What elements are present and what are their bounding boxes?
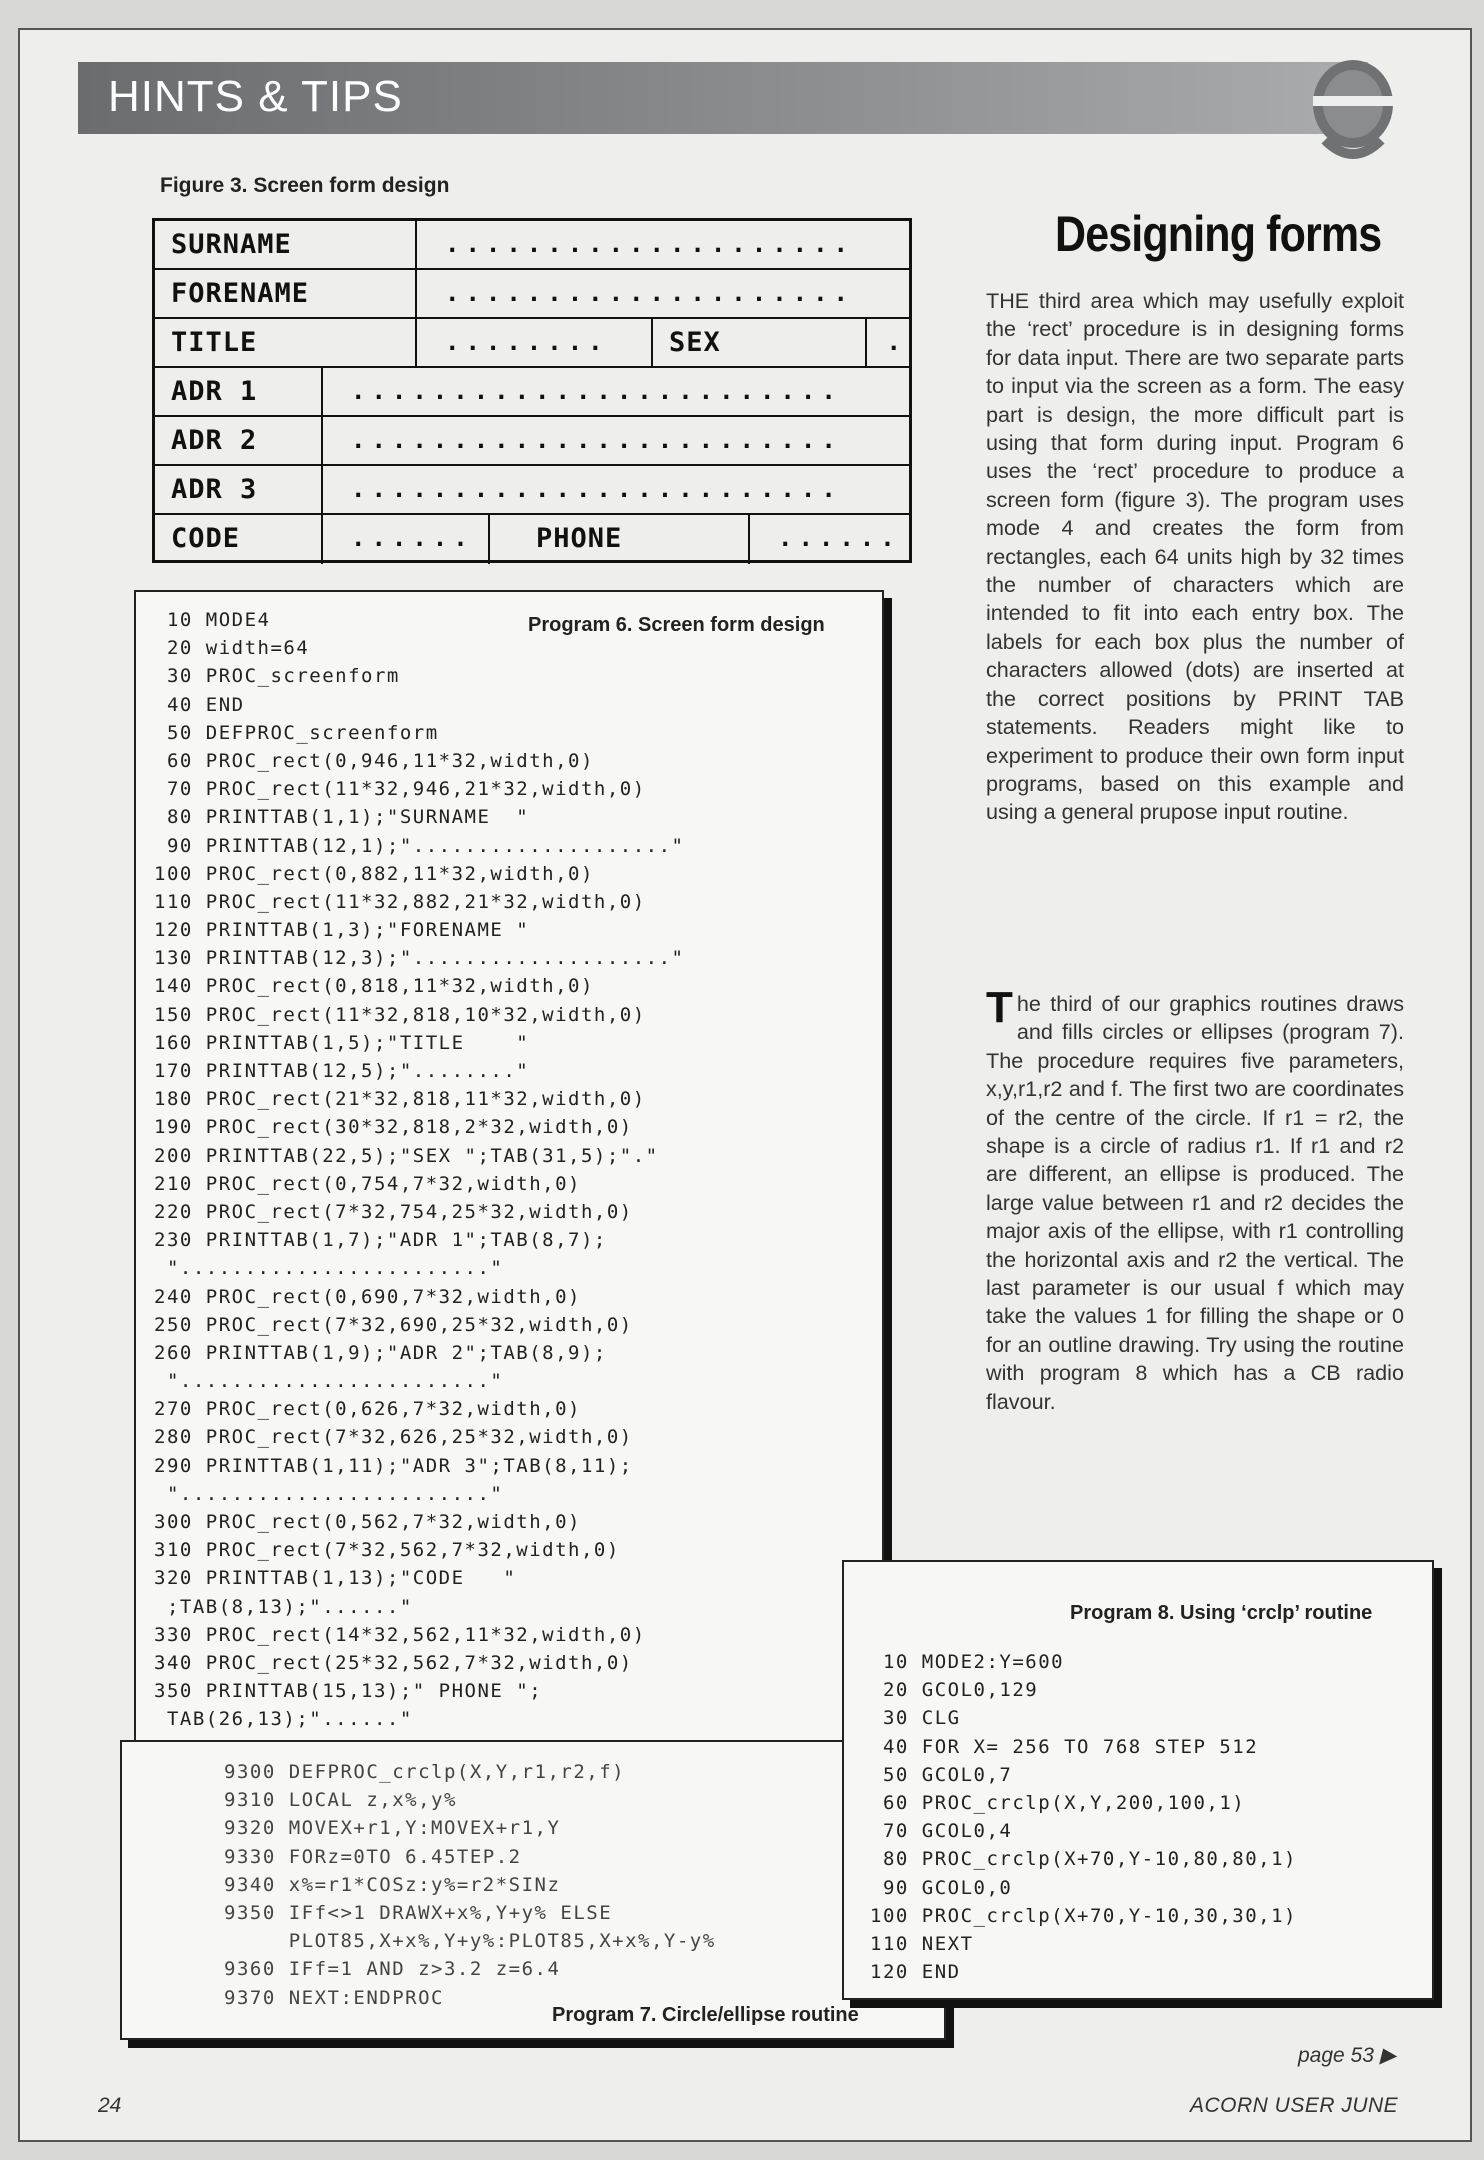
program7-line: 9320 MOVEX+r1,Y:MOVEX+r1,Y (224, 1817, 561, 1840)
form-label-adr1: ADR 1 (171, 376, 258, 407)
form-dots-title: ........ (415, 319, 651, 366)
program6-line: 50 DEFPROC_screenform (154, 721, 439, 744)
program6-line: 180 PROC_rect(21*32,818,11*32,width,0) (154, 1088, 646, 1111)
program8-line: 70 GCOL0,4 (870, 1820, 1013, 1843)
form-label-forename: FORENAME (171, 278, 310, 309)
form-row-adr2 (155, 417, 909, 466)
program6-line: 160 PRINTTAB(1,5);"TITLE " (154, 1031, 530, 1054)
form-dots-surname: .................... (415, 221, 909, 268)
program8-line: 50 GCOL0,7 (870, 1763, 1013, 1786)
program6-line: 220 PROC_rect(7*32,754,25*32,width,0) (154, 1200, 633, 1223)
program6-line: "........................" (154, 1257, 504, 1280)
program6-line: 250 PROC_rect(7*32,690,25*32,width,0) (154, 1313, 633, 1336)
program7-line: 9360 IFf=1 AND z>3.2 z=6.4 (224, 1958, 561, 1981)
program6-line: 260 PRINTTAB(1,9);"ADR 2";TAB(8,9); (154, 1341, 607, 1364)
program7-line: 9350 IFf<>1 DRAWX+x%,Y+y% ELSE (224, 1901, 613, 1924)
program7-line: 9370 NEXT:ENDPROC (224, 1986, 444, 2009)
program6-line: 270 PROC_rect(0,626,7*32,width,0) (154, 1398, 581, 1421)
form-label-surname: SURNAME (171, 229, 292, 260)
form-dots-adr3: ........................ (321, 466, 909, 513)
program8-line: 90 GCOL0,0 (870, 1876, 1013, 1899)
program8-line: 40 FOR X= 256 TO 768 STEP 512 (870, 1735, 1259, 1758)
program8-box (842, 1560, 1434, 2000)
article-paragraph-2-text: he third of our graphics routines draws and fills circles or ellipses (program 7). The procedure requires five parameters, x,y,r1,r2 and f. The first two are coordinates of the centre of the circle. If r1 = r2, the shape is a circle of radius r1. If r1 and r2 are different, an ellipse is produced. The large value between r1 and r2 decides the major axis of the ellipse, with r1 controlling the horizontal axis and r2 the vertical. The last parameter is our usual f which may take the values 1 for filling the shape or 0 for an outline drawing. Try using the routine with program 8 which has a CB radio flavour. (986, 991, 1404, 1414)
program6-line: 330 PROC_rect(14*32,562,11*32,width,0) (154, 1623, 646, 1646)
program8-line: 30 CLG (870, 1707, 961, 1730)
form-dots-adr1: ........................ (321, 368, 909, 415)
program6-line: 290 PRINTTAB(1,11);"ADR 3";TAB(8,11); (154, 1454, 633, 1477)
program6-line: 110 PROC_rect(11*32,882,21*32,width,0) (154, 890, 646, 913)
continued-link[interactable]: page 53 ▶ (1298, 2044, 1396, 2067)
form-label-phone: PHONE (488, 515, 748, 564)
program6-line: 120 PRINTTAB(1,3);"FORENAME " (154, 919, 530, 942)
form-row-adr1 (155, 368, 909, 417)
form-label-sex: SEX (651, 319, 865, 366)
form-label-adr3: ADR 3 (171, 474, 258, 505)
form-row-title (155, 319, 909, 368)
form-label-adr2: ADR 2 (171, 425, 258, 456)
program6-line: 140 PROC_rect(0,818,11*32,width,0) (154, 975, 594, 998)
program7-line: 9310 LOCAL z,x%,y% (224, 1789, 457, 1812)
drop-cap: T (986, 983, 1013, 1032)
magazine-name: ACORN USER JUNE (1190, 2094, 1399, 2117)
figure-caption: Figure 3. Screen form design (160, 174, 450, 197)
program6-line: 300 PROC_rect(0,562,7*32,width,0) (154, 1511, 581, 1533)
form-row-surname (155, 221, 909, 270)
program6-line: ;TAB(8,13);"......" (154, 1595, 413, 1618)
program6-line: 40 END (154, 693, 245, 716)
program6-line: 200 PRINTTAB(22,5);"SEX ";TAB(31,5);"." (154, 1144, 659, 1167)
program6-line: 170 PRINTTAB(12,5);"........" (154, 1060, 530, 1082)
program6-line: 340 PROC_rect(25*32,562,7*32,width,0) (154, 1651, 633, 1674)
program7-line: 9300 DEFPROC_crclp(X,Y,r1,r2,f) (224, 1761, 626, 1783)
program6-line: 240 PROC_rect(0,690,7*32,width,0) (154, 1285, 581, 1308)
form-row-forename (155, 270, 909, 319)
program6-line: 190 PROC_rect(30*32,818,2*32,width,0) (154, 1116, 633, 1139)
program7-line: 9340 x%=r1*COSz:y%=r2*SINz (224, 1873, 561, 1896)
program8-line: 110 NEXT (870, 1932, 974, 1955)
program8-line: 10 MODE2:Y=600 (870, 1651, 1065, 1673)
program6-box (134, 590, 884, 1755)
form-label-title: TITLE (171, 327, 258, 358)
screen-form-figure (152, 218, 912, 563)
program7-line: 9330 FORz=0TO 6.45TEP.2 (224, 1845, 522, 1868)
form-dots-phone: ...... (748, 515, 909, 564)
magazine-logo-icon (1305, 48, 1401, 180)
program6-listing (154, 606, 685, 1762)
program6-line: 80 PRINTTAB(1,1);"SURNAME " (154, 806, 530, 829)
form-dots-forename: .................... (415, 270, 909, 317)
program6-line: 210 PROC_rect(0,754,7*32,width,0) (154, 1172, 581, 1195)
program6-line: 60 PROC_rect(0,946,11*32,width,0) (154, 749, 594, 772)
program6-line: TAB(26,13);"......" (154, 1708, 413, 1731)
program6-line: 320 PRINTTAB(1,13);"CODE " (154, 1567, 517, 1590)
section-title: HINTS & TIPS (108, 72, 403, 121)
program8-line: 60 PROC_crclp(X,Y,200,100,1) (870, 1791, 1246, 1814)
program6-line: 230 PRINTTAB(1,7);"ADR 1";TAB(8,7); (154, 1229, 607, 1252)
program6-line: "........................" (154, 1370, 504, 1393)
program6-line: 90 PRINTTAB(12,1);"...................." (154, 834, 685, 857)
form-dots-adr2: ........................ (321, 417, 909, 464)
program6-line: 350 PRINTTAB(15,13);" PHONE "; (154, 1680, 543, 1703)
program6-line: 130 PRINTTAB(12,3);"...................." (154, 947, 685, 970)
program6-line: 280 PROC_rect(7*32,626,25*32,width,0) (154, 1426, 633, 1449)
program6-line: 70 PROC_rect(11*32,946,21*32,width,0) (154, 778, 646, 801)
form-row-adr3 (155, 466, 909, 515)
program7-line: PLOT85,X+x%,Y+y%:PLOT85,X+x%,Y-y% (224, 1930, 716, 1953)
form-dots-code: ...... (321, 515, 488, 564)
program6-line: 10 MODE4 (154, 609, 271, 631)
program8-line: 120 END (870, 1961, 961, 1984)
program7-listing (224, 1758, 716, 2012)
program7-box (120, 1740, 946, 2040)
form-dots-sex: . (865, 319, 909, 366)
program6-line: 150 PROC_rect(11*32,818,10*32,width,0) (154, 1003, 646, 1026)
program6-line: 100 PROC_rect(0,882,11*32,width,0) (154, 862, 594, 885)
program7-caption: Program 7. Circle/ellipse routine (552, 2004, 859, 2026)
section-banner (78, 62, 1368, 134)
program6-line: "........................" (154, 1482, 504, 1505)
program6-line: 20 width=64 (154, 637, 310, 660)
program6-line: 30 PROC_screenform (154, 665, 400, 688)
program6-caption: Program 6. Screen form design (528, 614, 825, 636)
program8-caption: Program 8. Using ‘crclp’ routine (1070, 1602, 1373, 1624)
article-headline: Designing forms (1055, 206, 1382, 262)
article-paragraph-2 (986, 983, 1404, 1416)
program6-line: 310 PROC_rect(7*32,562,7*32,width,0) (154, 1539, 620, 1562)
page-number: 24 (98, 2094, 122, 2117)
program8-line: 20 GCOL0,129 (870, 1679, 1039, 1702)
form-label-code: CODE (171, 523, 241, 554)
article-paragraph-1: THE third area which may usefully exploit the ‘rect’ procedure is in designing forms for data input. There are two separate parts to input via the screen as a form. The easy part is design, the more difficult part is using that form during input. Program 6 uses the ‘rect’ procedure to produce a screen form (figure 3). The program uses mode 4 and creates the form from rectangles, each 64 units high by 32 times the number of characters which are intended to fit into each entry box. The labels for each box plus the number of characters allowed (dots) are inserted at the correct positions by PRINT TAB statements. Readers might like to experiment to produce their own form input programs, based on this example and using a general prupose input routine. (986, 288, 1404, 825)
program8-line: 100 PROC_crclp(X+70,Y-10,30,30,1) (870, 1904, 1297, 1927)
form-row-code (155, 515, 909, 564)
program8-line: 80 PROC_crclp(X+70,Y-10,80,80,1) (870, 1848, 1297, 1871)
program8-listing (870, 1648, 1297, 1986)
